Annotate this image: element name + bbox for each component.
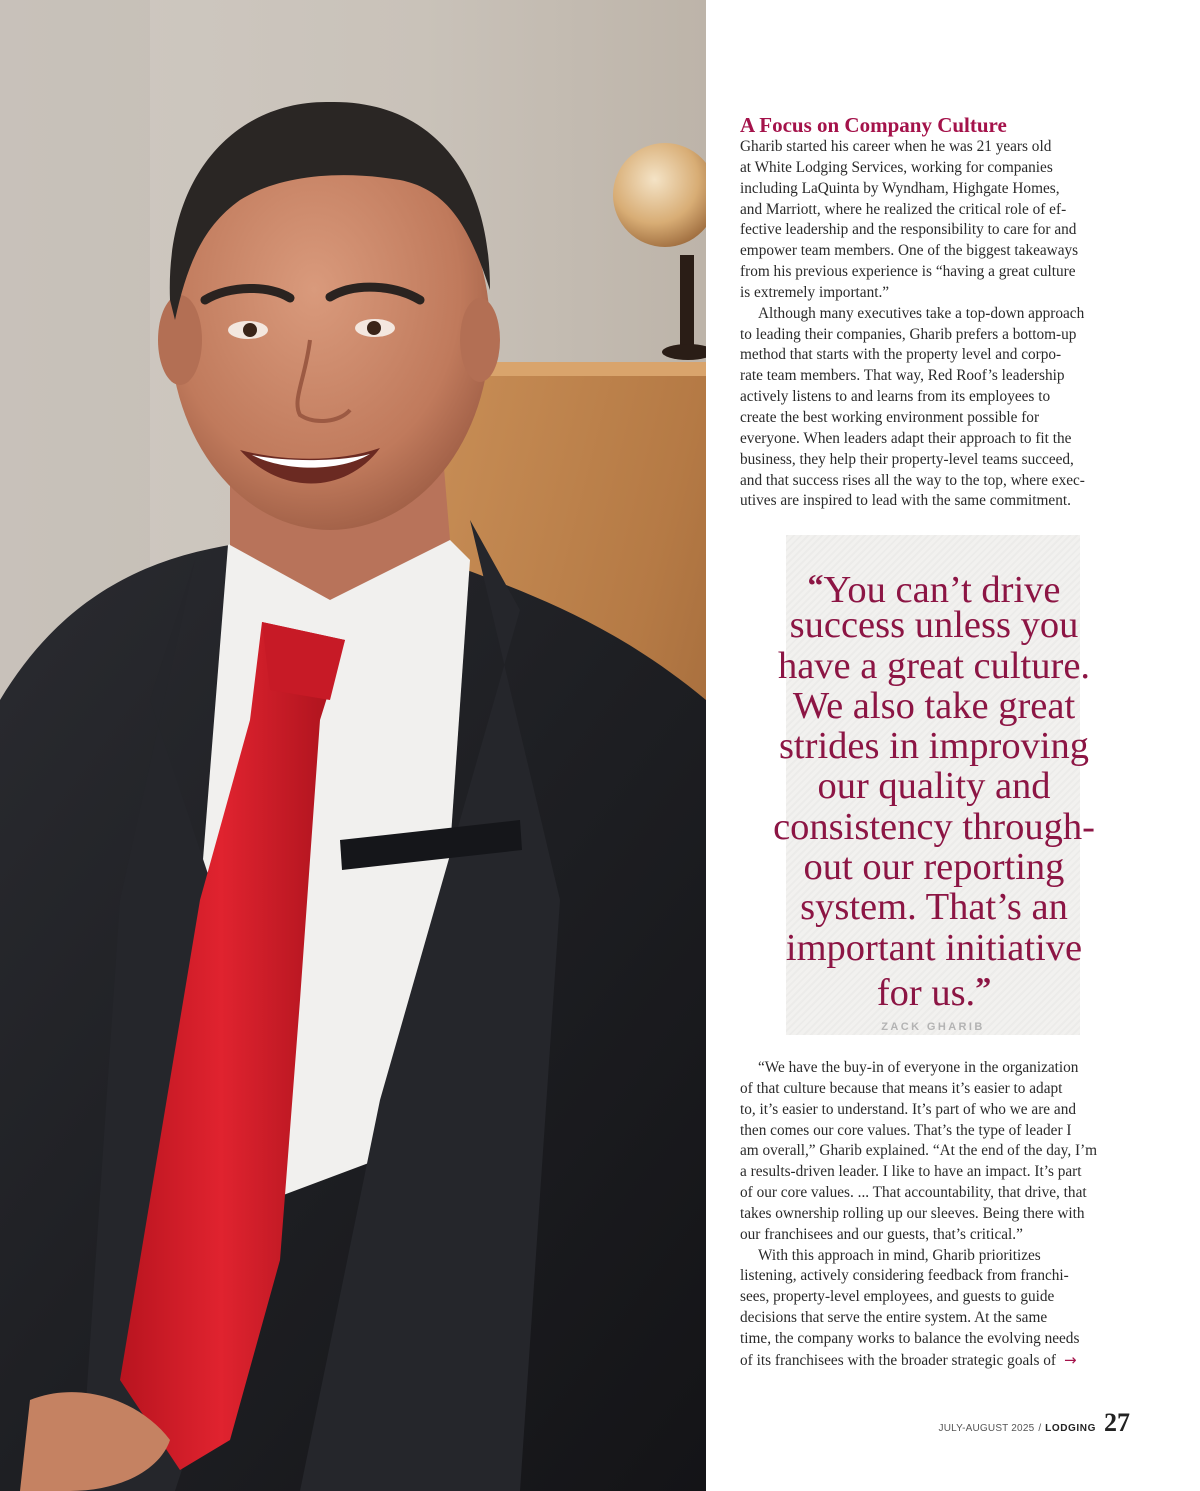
body-line: including LaQuinta by Wyndham, Highgate Homes, [740, 179, 1060, 197]
footer-separator: / [1038, 1423, 1042, 1434]
open-quote-mark: “ [807, 567, 824, 603]
pull-quote-attribution: ZACK GHARIB [881, 1021, 985, 1033]
pull-quote-line: strides in improving [778, 725, 1090, 768]
pull-quote-line: We also take great [792, 684, 1076, 727]
body-line: and that success rises all the way to the top, where exec- [740, 471, 1085, 489]
publication-name: LODGING [1045, 1423, 1096, 1434]
page-footer [939, 1408, 1131, 1438]
body-line: at White Lodging Services, working for companies [740, 158, 1053, 176]
body-line: empower team members. One of the biggest takeaways [740, 242, 1079, 260]
pull-quote-line: our quality and [817, 765, 1051, 808]
body-line: of our core values. ... That accountability, that drive, that [740, 1184, 1087, 1202]
body-line: then comes our core values. That’s the type of leader I [740, 1121, 1072, 1139]
pull-quote-line: out our reporting [803, 846, 1065, 889]
continue-arrow-icon: → [1064, 1350, 1077, 1369]
body-line: sees, property-level employees, and guests to guide [740, 1288, 1055, 1306]
body-line: “We have the buy-in of everyone in the organization [758, 1059, 1079, 1076]
body-line: everyone. When leaders adapt their approach to fit the [740, 429, 1072, 447]
body-section-1 [740, 137, 1140, 512]
body-line: a results-driven leader. I like to have an impact. It’s part [740, 1163, 1082, 1181]
body-line: to leading their companies, Gharib prefers a bottom-up [740, 325, 1077, 343]
pull-quote-line: have a great culture. [777, 644, 1091, 687]
body-line: Gharib started his career when he was 21 years old [740, 138, 1052, 155]
body-line: is extremely important.” [740, 283, 890, 301]
body-line: time, the company works to balance the evolving needs [740, 1329, 1080, 1347]
pull-quote-line: “You can’t drive [807, 567, 1061, 611]
pull-quote [727, 565, 1141, 1014]
pull-quote-line: important initiative [785, 926, 1083, 969]
section-heading: A Focus on Company Culture [740, 113, 1007, 137]
body-section-2 [740, 1058, 1140, 1371]
body-line: decisions that serve the entire system. At the same [740, 1309, 1048, 1327]
body-line: to, it’s easier to understand. It’s part of who we are and [740, 1100, 1077, 1118]
page-number: 27 [1104, 1408, 1130, 1437]
close-quote-mark: ” [975, 969, 992, 1006]
body-line: business, they help their property-level teams succeed, [740, 450, 1074, 468]
pull-quote-line: consistency through- [773, 805, 1095, 848]
pull-quote-line: success unless you [789, 604, 1079, 647]
body-line: create the best working environment possible for [740, 408, 1040, 426]
body-line: method that starts with the property level and corpo- [740, 346, 1062, 364]
body-line: Although many executives take a top-down approach [758, 304, 1085, 322]
body-line: actively listens to and learns from its employees to [740, 388, 1051, 406]
body-line: fective leadership and the responsibility to care for and [740, 221, 1077, 239]
body-line: listening, actively considering feedback from franchi- [740, 1267, 1069, 1285]
body-line: and Marriott, where he realized the critical role of ef- [740, 200, 1067, 218]
body-line: rate team members. That way, Red Roof’s leadership [740, 367, 1065, 385]
body-line: of its franchisees with the broader strategic goals of → [740, 1350, 1077, 1369]
body-line: am overall,” Gharib explained. “At the end of the day, I’m [740, 1142, 1098, 1160]
body-line: With this approach in mind, Gharib prioritizes [758, 1246, 1041, 1264]
pull-quote-line: for us.” [876, 969, 992, 1014]
pull-quote-line: system. That’s an [800, 886, 1068, 929]
body-line: from his previous experience is “having a great culture [740, 263, 1076, 281]
body-line: takes ownership rolling up our sleeves. Being there with [740, 1204, 1085, 1222]
body-line: our franchisees and our guests, that’s critical.” [740, 1225, 1023, 1243]
body-line: utives are inspired to lead with the same commitment. [740, 492, 1071, 510]
issue-date: JULY-AUGUST 2025 [938, 1423, 1035, 1434]
body-line: of that culture because that means it’s easier to adapt [740, 1079, 1063, 1097]
